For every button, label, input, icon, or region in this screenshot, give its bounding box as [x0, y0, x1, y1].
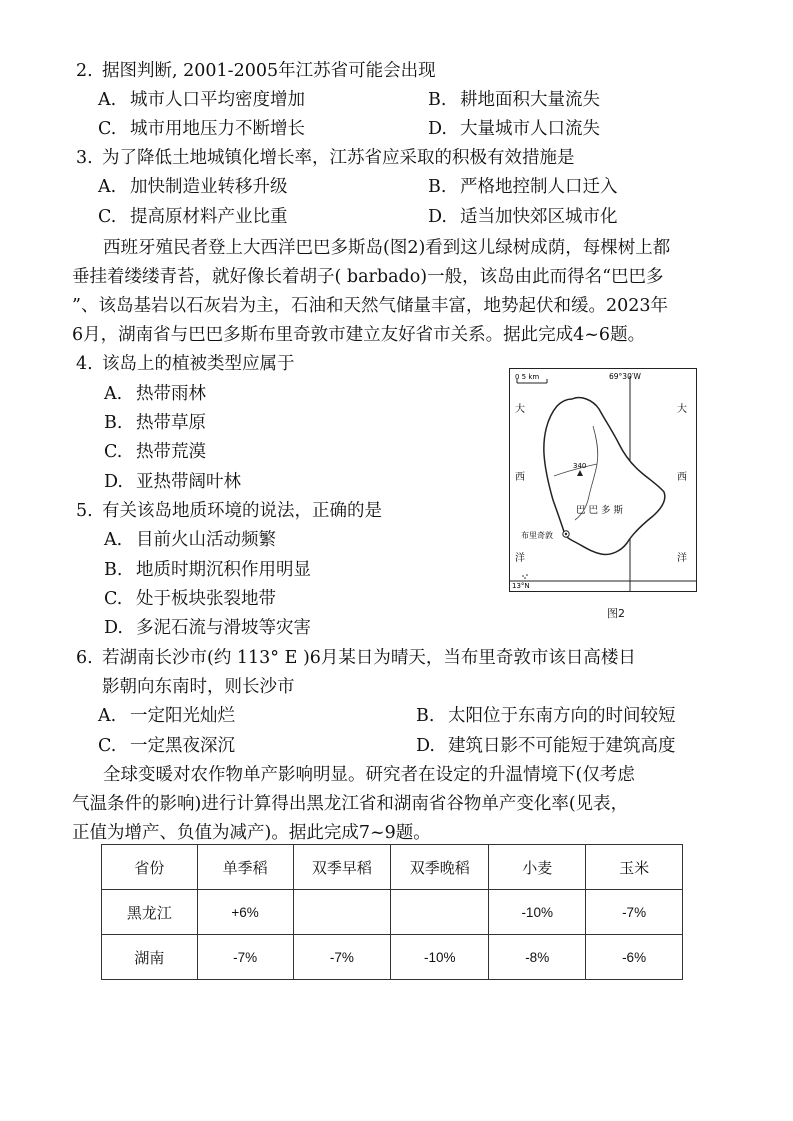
- question-2-option-d: D. 大量城市人口流失: [428, 119, 600, 139]
- question-6-option-d: D. 建筑日影不可能短于建筑高度: [416, 736, 676, 756]
- question-6-option-a: A. 一定阳光灿烂: [98, 706, 235, 726]
- question-3-option-c: C. 提高原材料产业比重: [98, 207, 288, 227]
- ocean-label-left-1: 大: [515, 404, 525, 415]
- question-5-option-d: D. 多泥石流与滑坡等灾害: [104, 618, 311, 638]
- header-province: 省份: [102, 845, 198, 890]
- question-5-stem: 5. 有关该岛地质环境的说法，正确的是: [76, 501, 382, 521]
- peak-elevation: 340: [573, 462, 587, 470]
- latitude-label: 13°N: [512, 582, 530, 590]
- question-3-option-a: A. 加快制造业转移升级: [98, 177, 288, 197]
- table-cell: -6%: [586, 935, 683, 980]
- city-dot-icon: [565, 533, 567, 535]
- question-6-stem-line-2: 影朝向东南时，则长沙市: [102, 677, 295, 697]
- passage-1-line-1: 西班牙殖民者登上大西洋巴巴多斯岛(图2)看到这儿绿树成荫，每棵树上都: [103, 238, 671, 258]
- passage-1-line-2: 垂挂着缕缕青苔，就好像长着胡子( barbado)一般，该岛由此而得名“巴巴多: [72, 267, 664, 287]
- question-2-option-b: B. 耕地面积大量流失: [428, 90, 600, 110]
- table-cell: -10%: [391, 935, 489, 980]
- table-cell: -7%: [586, 890, 683, 935]
- ocean-label-right-2: 西: [677, 472, 687, 483]
- table-row: [102, 935, 683, 980]
- header-corn: 玉米: [586, 845, 683, 890]
- table-cell: -7%: [293, 935, 391, 980]
- figure-caption: 图2: [607, 607, 625, 620]
- passage-1-line-3: ”、该岛基岩以石灰岩为主，石油和天然气储量丰富，地势起伏和缓。2023年: [72, 296, 668, 316]
- question-5-option-b: B. 地质时期沉积作用明显: [104, 560, 311, 580]
- header-late-rice: 双季晚稻: [391, 845, 489, 890]
- question-3-option-d: D. 适当加快郊区城市化: [428, 207, 618, 227]
- ocean-label-right-3: 洋: [677, 553, 687, 564]
- question-6-option-b: B. 太阳位于东南方向的时间较短: [416, 706, 676, 726]
- question-4-stem: 4. 该岛上的植被类型应属于: [76, 354, 295, 374]
- passage-2-line-2: 气温条件的影响)进行计算得出黑龙江省和湖南省谷物单产变化率(见表，: [72, 794, 629, 814]
- ocean-label-left-3: 洋: [515, 553, 525, 564]
- question-5-option-c: C. 处于板块张裂地带: [104, 589, 276, 609]
- question-4-option-d: D. 亚热带阔叶林: [104, 472, 241, 492]
- table-cell: [293, 890, 391, 935]
- header-single-rice: 单季稻: [197, 845, 293, 890]
- header-wheat: 小麦: [489, 845, 586, 890]
- table-header-row: [102, 845, 683, 890]
- question-2-option-a: A. 城市人口平均密度增加: [98, 90, 305, 110]
- table-cell: -10%: [489, 890, 586, 935]
- table-cell: [391, 890, 489, 935]
- question-4-option-b: B. 热带草原: [104, 413, 206, 433]
- table-cell: 黑龙江: [102, 890, 198, 935]
- question-3-option-b: B. 严格地控制人口迁入: [428, 177, 618, 197]
- table-row: [102, 890, 683, 935]
- question-5-option-a: A. 目前火山活动频繁: [104, 530, 276, 550]
- table-cell: +6%: [197, 890, 293, 935]
- question-4-option-a: A. 热带雨林: [104, 384, 206, 404]
- table-cell: -7%: [197, 935, 293, 980]
- scale-label: 0 5 km: [515, 373, 540, 381]
- table-cell: 湖南: [102, 935, 198, 980]
- barbados-map: [509, 368, 697, 592]
- ocean-label-left-2: 西: [515, 472, 525, 483]
- island-name: 巴 巴 多 斯: [576, 505, 624, 516]
- header-early-rice: 双季早稻: [293, 845, 391, 890]
- yield-change-table: [101, 844, 683, 980]
- question-6-option-c: C. 一定黑夜深沉: [98, 736, 235, 756]
- ocean-label-right-1: 大: [677, 404, 687, 415]
- longitude-label: 69°30′W: [609, 372, 641, 381]
- question-2-stem: 2. 据图判断, 2001-2005年江苏省可能会出现: [76, 61, 436, 81]
- passage-2-line-3: 正值为增产、负值为减产)。据此完成7~9题。: [72, 823, 431, 843]
- question-2-option-c: C. 城市用地压力不断增长: [98, 119, 305, 139]
- city-label: 布里奇敦: [521, 531, 553, 540]
- passage-2-line-1: 全球变暖对农作物单产影响明显。研究者在设定的升温情境下(仅考虑: [103, 765, 635, 785]
- question-4-option-c: C. 热带荒漠: [104, 442, 206, 462]
- table-cell: -8%: [489, 935, 586, 980]
- question-6-stem-line-1: 6. 若湖南长沙市(约 113° E )6月某日为晴天，当布里奇敦市该日高楼日: [76, 648, 636, 668]
- question-3-stem: 3. 为了降低土地城镇化增长率，江苏省应采取的积极有效措施是: [76, 148, 575, 168]
- passage-1-line-4: 6月，湖南省与巴巴多斯布里奇敦市建立友好省市关系。据此完成4~6题。: [72, 325, 646, 345]
